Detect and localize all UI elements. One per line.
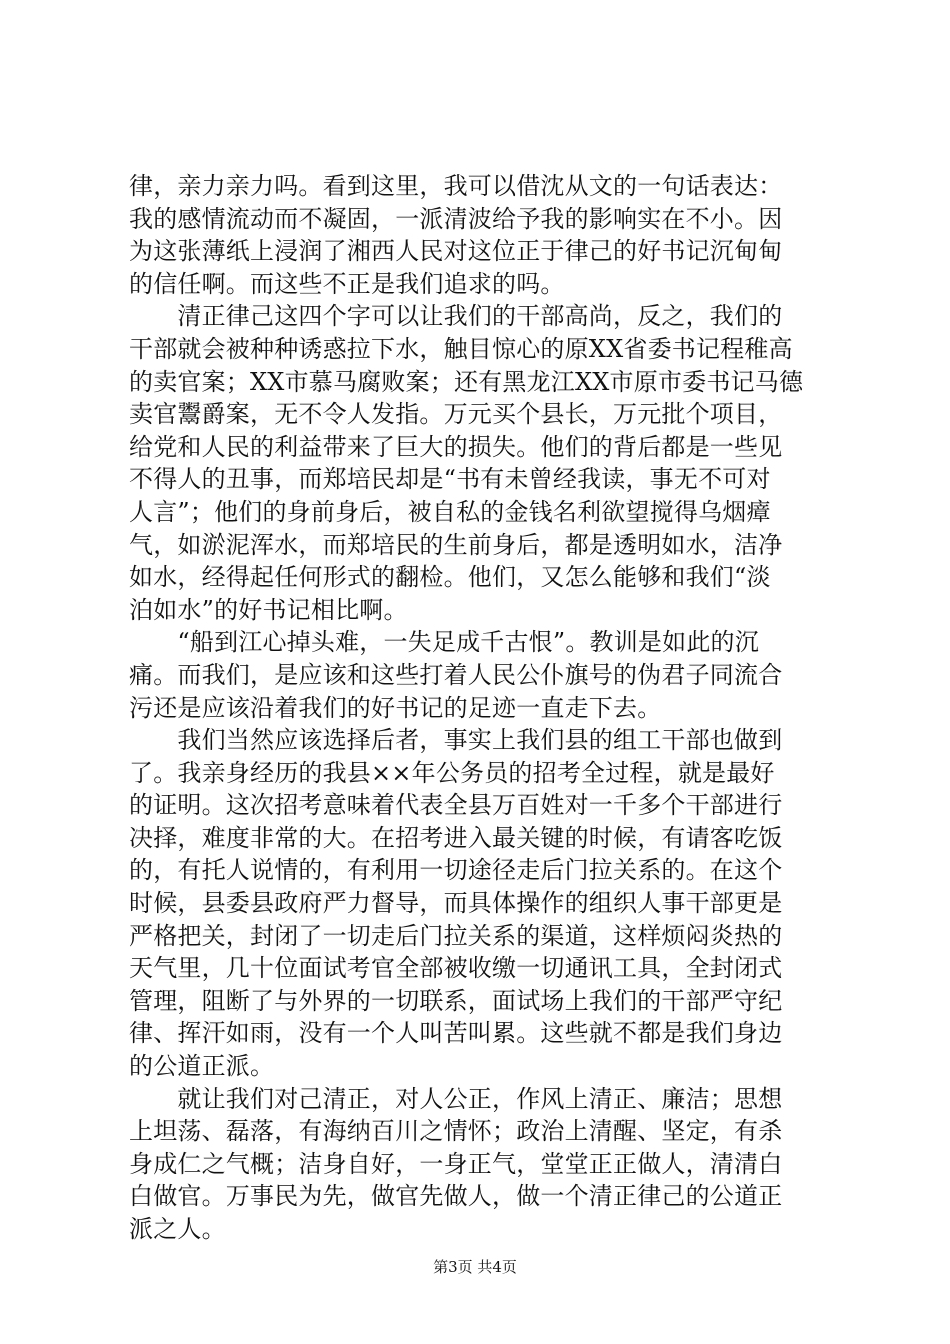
text-line: 痛。而我们，是应该和这些打着人民公仆旗号的伪君子同流合 <box>129 660 783 689</box>
page-number-footer: 第3页 共4页 <box>433 1258 517 1276</box>
text-line: 气，如淤泥浑水，而郑培民的生前身后，都是透明如水，洁净 <box>129 530 783 559</box>
text-line: 为这张薄纸上浸润了湘西人民对这位正于律己的好书记沉甸甸 <box>129 237 783 266</box>
text-line: 律，亲力亲力吗。看到这里，我可以借沈从文的一句话表达： <box>129 172 783 200</box>
text-line: 严格把关，封闭了一切走后门拉关系的渠道，这样烦闷炎热的 <box>129 921 783 950</box>
text-line: 身成仁之气概；洁身自好，一身正气，堂堂正正做人，清清白 <box>129 1149 783 1178</box>
text-line: 卖官鬻爵案，无不令人发指。万元买个县长，万元批个项目， <box>129 400 783 429</box>
text-line: 清正律己这四个字可以让我们的干部高尚，反之，我们的 <box>129 302 783 331</box>
text-line: 白做官。万事民为先，做官先做人，做一个清正律己的公道正 <box>129 1182 783 1211</box>
text-line: 的信任啊。而这些不正是我们追求的吗。 <box>129 269 565 298</box>
text-line: 就让我们对己清正，对人公正，作风上清正、廉洁；思想 <box>129 1084 783 1113</box>
text-line: 律、挥汗如雨，没有一个人叫苦叫累。这些就不都是我们身边 <box>129 1019 783 1048</box>
text-line: 人言”；他们的身前身后，被自私的金钱名利欲望搅得乌烟瘴 <box>129 497 771 526</box>
text-line: 我们当然应该选择后者，事实上我们县的组工干部也做到 <box>129 726 783 755</box>
text-line: 管理，阻断了与外界的一切联系，面试场上我们的干部严守纪 <box>129 986 783 1015</box>
text-line: “船到江心掉头难，一失足成千古恨”。教训是如此的沉 <box>129 628 759 657</box>
text-line: 我的感情流动而不凝固，一派清波给予我的影响实在不小。因 <box>129 204 783 233</box>
document-body <box>129 170 829 1246</box>
text-line: 不得人的丑事，而郑培民却是“书有未曾经我读，事无不可对 <box>129 465 771 494</box>
text-line: 如水，经得起任何形式的翻检。他们，又怎么能够和我们“淡 <box>129 563 771 592</box>
text-line: 干部就会被种种诱惑拉下水，触目惊心的原XX省委书记程稚高 <box>129 334 793 363</box>
text-line: 时候，县委县政府严力督导，而具体操作的组织人事干部更是 <box>129 889 783 918</box>
text-line: 决择，难度非常的大。在招考进入最关键的时候，有请客吃饭 <box>129 823 783 852</box>
text-line: 的公道正派。 <box>129 1052 275 1081</box>
text-line: 上坦荡、磊落，有海纳百川之情怀；政治上清醒、坚定，有杀 <box>129 1117 783 1146</box>
text-line: 派之人。 <box>129 1215 226 1243</box>
text-line: 的证明。这次招考意味着代表全县万百姓对一千多个干部进行 <box>129 791 783 820</box>
text-line: 的，有托人说情的，有利用一切途径走后门拉关系的。在这个 <box>129 856 783 885</box>
text-line: 污还是应该沿着我们的好书记的足迹一直走下去。 <box>129 693 662 722</box>
text-line: 给党和人民的利益带来了巨大的损失。他们的背后都是一些见 <box>129 432 783 461</box>
text-line: 天气里，几十位面试考官全部被收缴一切通讯工具，全封闭式 <box>129 954 783 983</box>
text-line: 了。我亲身经历的我县××年公务员的招考全过程，就是最好 <box>129 758 775 787</box>
text-line: 的卖官案；XX市慕马腐败案；还有黑龙江XX市原市委书记马德 <box>129 367 804 396</box>
text-line: 泊如水”的好书记相比啊。 <box>129 595 408 624</box>
